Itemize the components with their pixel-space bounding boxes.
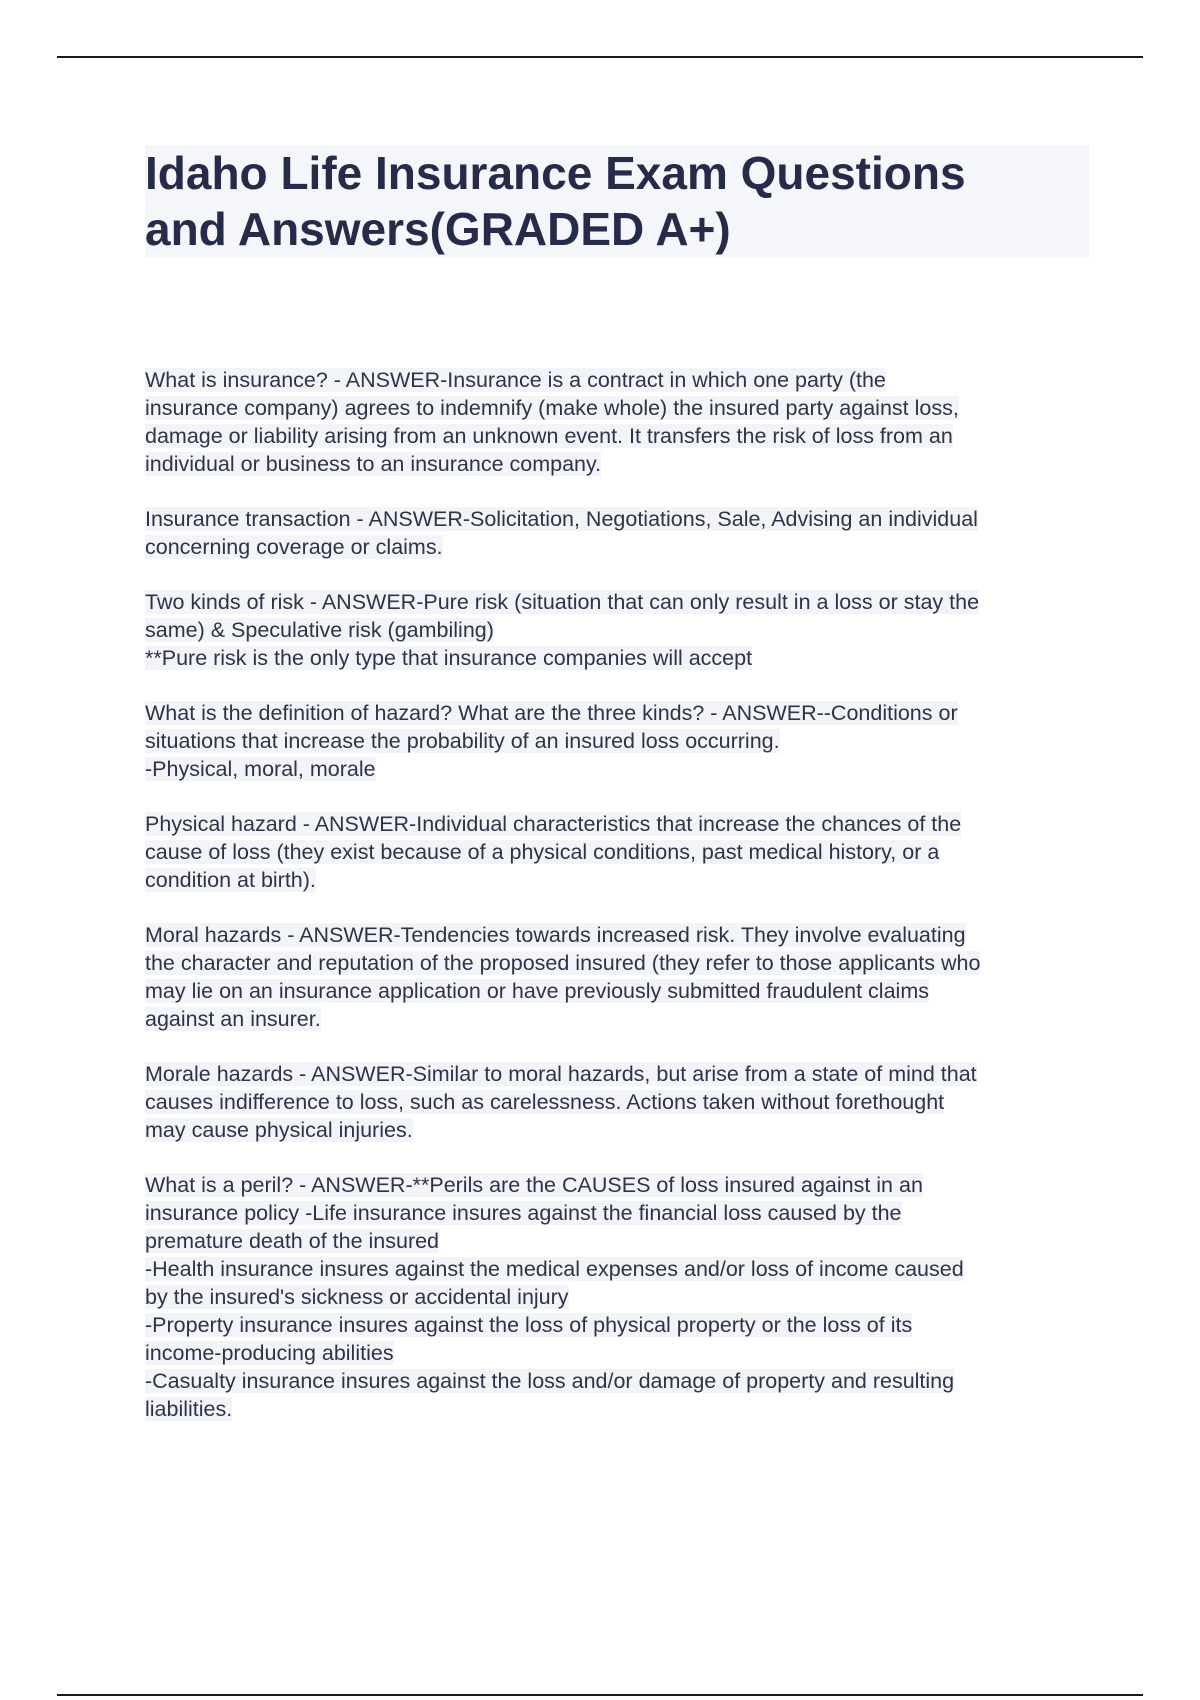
- qa-text: Moral hazards - ANSWER-Tendencies towards increased risk. They involve evaluating: [145, 923, 966, 947]
- qa-text: same) & Speculative risk (gambiling): [145, 618, 494, 642]
- qa-list: [145, 366, 1095, 1450]
- qa-text: concerning coverage or claims.: [145, 535, 443, 559]
- qa-text-line: [145, 1199, 1095, 1227]
- qa-item: [145, 810, 1095, 894]
- qa-text-line: [145, 450, 1095, 478]
- qa-text-line: [145, 394, 1095, 422]
- qa-text: by the insured's sickness or accidental injury: [145, 1285, 569, 1309]
- qa-text: causes indifference to loss, such as carelessness. Actions taken without forethought: [145, 1090, 945, 1114]
- title-line: and Answers(GRADED A+): [145, 203, 731, 255]
- qa-text-line: [145, 1088, 1095, 1116]
- qa-text-line: [145, 1395, 1095, 1423]
- qa-text-line: [145, 1227, 1095, 1255]
- qa-text: may lie on an insurance application or have previously submitted fraudulent claims: [145, 979, 929, 1003]
- qa-item: [145, 366, 1095, 478]
- qa-text: against an insurer.: [145, 1007, 321, 1031]
- qa-text-line: [145, 1283, 1095, 1311]
- qa-item: [145, 1060, 1095, 1144]
- qa-text-line: [145, 366, 1095, 394]
- qa-text-line: [145, 533, 1095, 561]
- bottom-rule: [57, 1694, 1143, 1696]
- qa-text-line: [145, 588, 1095, 616]
- qa-item: [145, 699, 1095, 783]
- qa-text-line: [145, 616, 1095, 644]
- qa-text-line: [145, 1339, 1095, 1367]
- qa-text-line: [145, 727, 1095, 755]
- qa-text-line: [145, 1311, 1095, 1339]
- qa-text: -Health insurance insures against the medical expenses and/or loss of income caused: [145, 1257, 964, 1281]
- qa-text-line: [145, 1005, 1095, 1033]
- qa-item: [145, 921, 1095, 1033]
- qa-text: **Pure risk is the only type that insurance companies will accept: [145, 646, 753, 670]
- qa-text-line: [145, 1255, 1095, 1283]
- qa-text-line: [145, 949, 1095, 977]
- qa-text-line: [145, 810, 1095, 838]
- qa-text-line: [145, 1116, 1095, 1144]
- qa-text: condition at birth).: [145, 868, 316, 892]
- qa-text: What is a peril? - ANSWER-**Perils are the CAUSES of loss insured against in an: [145, 1173, 923, 1197]
- qa-text-line: [145, 422, 1095, 450]
- qa-text-line: [145, 1171, 1095, 1199]
- qa-text: damage or liability arising from an unknown event. It transfers the risk of loss from an: [145, 424, 953, 448]
- qa-text: cause of loss (they exist because of a physical conditions, past medical history, or a: [145, 840, 940, 864]
- qa-item: [145, 588, 1095, 672]
- qa-text: -Physical, moral, morale: [145, 757, 376, 781]
- qa-text-line: [145, 977, 1095, 1005]
- top-rule: [57, 56, 1143, 58]
- qa-text: Morale hazards - ANSWER-Similar to moral hazards, but arise from a state of mind that: [145, 1062, 977, 1086]
- qa-text: Physical hazard - ANSWER-Individual characteristics that increase the chances of the: [145, 812, 962, 836]
- qa-text-line: [145, 755, 1095, 783]
- qa-text: the character and reputation of the proposed insured (they refer to those applicants who: [145, 951, 981, 975]
- qa-text: What is insurance? - ANSWER-Insurance is a contract in which one party (the: [145, 368, 886, 392]
- qa-text: may cause physical injuries.: [145, 1118, 413, 1142]
- qa-text: Insurance transaction - ANSWER-Solicitation, Negotiations, Sale, Advising an individual: [145, 507, 978, 531]
- qa-text: -Casualty insurance insures against the loss and/or damage of property and resulting: [145, 1369, 955, 1393]
- qa-text-line: [145, 699, 1095, 727]
- qa-text: insurance policy -Life insurance insures against the financial loss caused by the: [145, 1201, 902, 1225]
- qa-text: individual or business to an insurance company.: [145, 452, 602, 476]
- page-title: [145, 145, 1089, 257]
- qa-text-line: [145, 505, 1095, 533]
- qa-text: income-producing abilities: [145, 1341, 394, 1365]
- qa-text: What is the definition of hazard? What are the three kinds? - ANSWER--Conditions or: [145, 701, 958, 725]
- qa-text-line: [145, 921, 1095, 949]
- qa-text: -Property insurance insures against the loss of physical property or the loss of its: [145, 1313, 913, 1337]
- qa-text-line: [145, 866, 1095, 894]
- qa-item: [145, 1171, 1095, 1423]
- qa-text: insurance company) agrees to indemnify (make whole) the insured party against loss,: [145, 396, 959, 420]
- qa-item: [145, 505, 1095, 561]
- qa-text-line: [145, 1060, 1095, 1088]
- qa-text: premature death of the insured: [145, 1229, 440, 1253]
- qa-text: liabilities.: [145, 1397, 233, 1421]
- qa-text-line: [145, 1367, 1095, 1395]
- qa-text: situations that increase the probability of an insured loss occurring.: [145, 729, 780, 753]
- title-line: Idaho Life Insurance Exam Questions: [145, 147, 966, 199]
- qa-text-line: [145, 644, 1095, 672]
- qa-text: Two kinds of risk - ANSWER-Pure risk (situation that can only result in a loss or stay the: [145, 590, 980, 614]
- qa-text-line: [145, 838, 1095, 866]
